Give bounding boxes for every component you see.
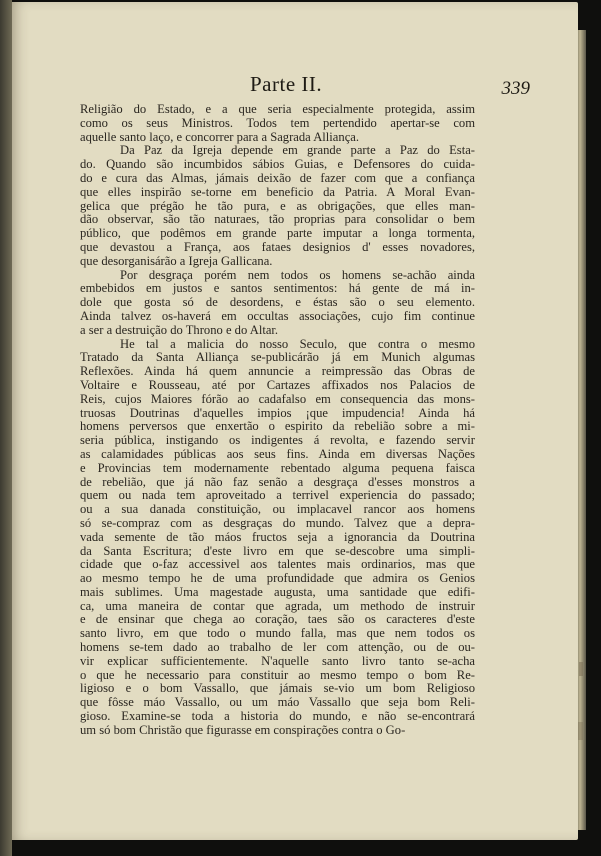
- running-header: [82, 72, 530, 102]
- text-line: que fôsse máo Vassallo, ou um máo Vassallo que seja bom Reli-: [80, 695, 475, 710]
- text-line: ca, uma maneira de contar que agrada, um methodo de instruir: [80, 598, 475, 613]
- text-line: que desorganisárão a Igreja Gallicana.: [80, 253, 273, 268]
- text-line: dole que gosta só de desordens, e éstas são o seu elemento.: [80, 295, 475, 310]
- text-line: que devastou a França, aos fataes designios d' esses novadores,: [80, 239, 475, 254]
- text-line: truosas Doutrinas d'aquelles impios ¡que impudencia! Ainda há: [80, 405, 475, 420]
- text-line: Tratado da Santa Alliança se-publicárão já em Munich algumas: [80, 350, 475, 365]
- text-line: gelica que prégão he tão pura, e as obrigações, que elles man-: [80, 198, 475, 213]
- text-line: gioso. Examine-se toda a historia do mundo, e não se-encontrará: [80, 709, 475, 724]
- margin-mark: [578, 722, 583, 740]
- text-line: de rebelião, que já não faz senão a desgraça d'esses monstros a: [80, 474, 475, 489]
- text-line: seria pública, instigando os indigentes á revolta, e fazendo servir: [80, 433, 475, 448]
- text-line: ligioso e o bom Vassallo, que jámais se-vio um bom Religioso: [80, 681, 475, 696]
- body-text: [80, 103, 475, 738]
- margin-mark: [579, 662, 583, 676]
- text-line: homens se-tem dado ao trabalho de ler com attenção, ou de ou-: [80, 640, 475, 655]
- page-number: 339: [501, 78, 530, 99]
- text-line: aquelle santo laço, e concorrer para a Sagrada Alliança.: [80, 129, 360, 144]
- text-line: do. Quando são incumbidos sábios Guias, e Defensores do cuida-: [80, 157, 475, 172]
- text-line: Reis, cujos Maiores fórão ao cadafalso em consequencia das mons-: [80, 391, 475, 406]
- text-line: He tal a malicia do nosso Seculo, que contra o mesmo: [120, 336, 475, 351]
- text-line: Da Paz da Igreja depende em grande parte a Paz do Esta-: [120, 143, 475, 158]
- text-line: como os seus Ministros. Todos tem pertendido apertar-se com: [80, 115, 475, 130]
- text-line: Ainda talvez os-haverá em occultas associações, cujo fim continue: [80, 308, 475, 323]
- text-line: mais sublimes. Uma magestade augusta, uma santidade que edifi-: [80, 584, 475, 599]
- text-line: homens perversos que enxertão o espirito da rebelião sobre a mi-: [80, 419, 475, 434]
- text-line: o que he necessario para constituir ao mesmo tempo o bom Re-: [80, 667, 475, 682]
- text-line: Reflexões. Ainda há quem annuncie a reimpressão das Obras de: [80, 364, 475, 379]
- text-line: as calamidades públicas aos seus fins. Ainda em diversas Nações: [80, 446, 475, 461]
- text-line: embebidos em justos e santos sentimentos: há gente de má in-: [80, 281, 475, 296]
- text-line: público, que podêmos em grande parte imputar a longa tormenta,: [80, 226, 475, 241]
- text-line: a ser a destruição do Throno e do Altar.: [80, 322, 279, 337]
- text-line: e Provincias tem modernamente rebentado alguma pequena faisca: [80, 460, 475, 475]
- text-line: Religião do Estado, e a que seria especialmente protegida, assim: [80, 102, 475, 116]
- text-line: um só bom Christão que figurasse em conspirações contra o Go-: [80, 722, 406, 737]
- text-line: Por desgraça porém nem todos os homens se-achão ainda: [120, 267, 475, 282]
- text-line: dão observar, são tão naturaes, tão proprias para consolidar o bem: [80, 212, 475, 227]
- text-line: Voltaire e Rousseau, até por Cartazes affixados nos Palacios de: [80, 377, 475, 392]
- text-line: que elles inspirão se-torne em beneficio da Patria. A Moral Evan-: [80, 184, 475, 199]
- page-title: Parte II.: [250, 72, 323, 96]
- text-line: quem ou nada tem aproveitado a terrivel experiencia do passado;: [80, 488, 475, 503]
- text-line: ou a sua danada constituição, ou implacavel rancor aos homens: [80, 502, 475, 517]
- text-line: e de ensinar que chega ao coração, taes são os caracteres d'este: [80, 612, 475, 627]
- text-line: vada semente de tão máos fructos seja a ignorancia da Doutrina: [80, 529, 475, 544]
- text-line: vir explicar sufficientemente. N'aquelle santo livro tanto se-acha: [80, 653, 475, 668]
- text-line: só se-compraz com as desgraças do mundo. Talvez que a depra-: [80, 515, 475, 530]
- text-line: da Santa Escritura; d'este livro em que se-descobre uma simpli-: [80, 543, 475, 558]
- text-line: cidade que o-faz accessivel aos talentes mais ordinarios, mas que: [80, 557, 475, 572]
- text-line: santo livro, em que todo o mundo falla, mas que nem todos os: [80, 626, 475, 641]
- text-line: do e cura das Almas, jámais deixão de fazer com que a confiança: [80, 170, 475, 185]
- book-gutter: [0, 0, 12, 856]
- text-line: ao mesmo tempo he de uma profundidade que admira os Genios: [80, 571, 475, 586]
- book-page: [12, 2, 578, 840]
